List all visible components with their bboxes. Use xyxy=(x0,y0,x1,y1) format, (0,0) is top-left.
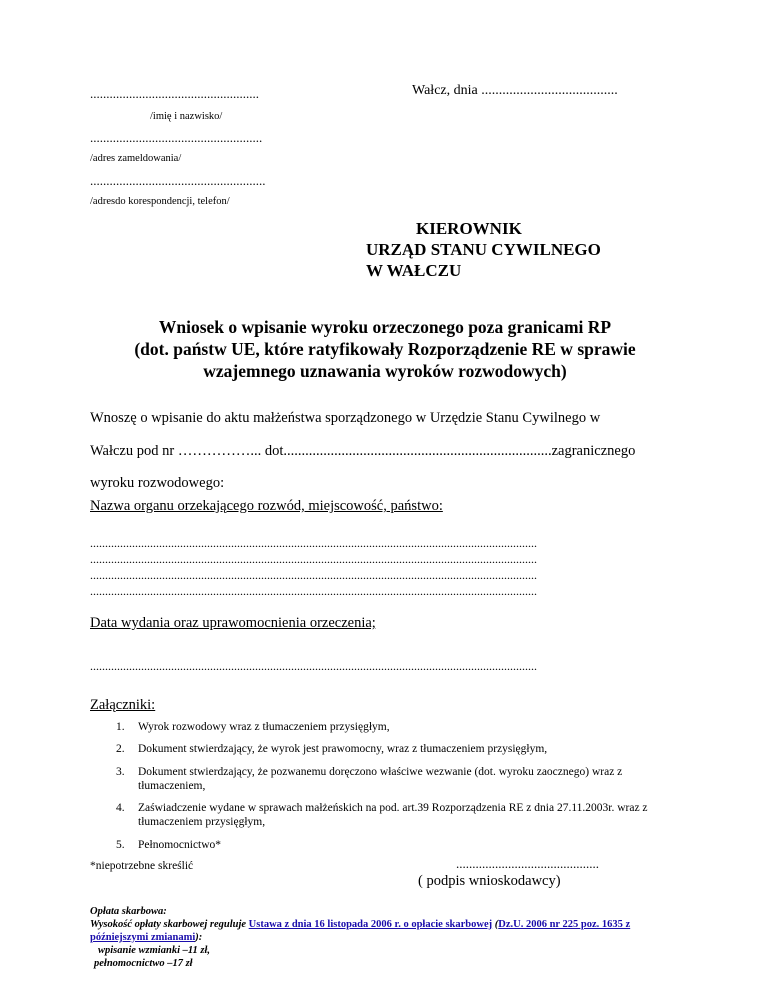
body-line-2: Wałczu pod nr ……………... dot..........................................................................zagranicznego xyxy=(90,443,636,459)
body-line-1: Wnoszę o wpisanie do aktu małżeństwa sporządzonego w Urzędzie Stanu Cywilnego w xyxy=(90,410,601,426)
organ-fill-lines xyxy=(90,535,537,599)
attachment-number: 3. xyxy=(116,766,125,778)
organ-label: Nazwa organu orzekającego rozwód, miejscowość, państwo: xyxy=(90,498,443,514)
journal-link[interactable]: Dz.U. 2006 nr 225 poz. 1635 z późniejszymi zmianami xyxy=(90,919,631,943)
title-line-1: Wniosek o wpisanie wyroku orzeczonego poza granicami RP xyxy=(158,317,612,337)
attachment-number: 4. xyxy=(116,802,125,814)
fee-item-power-of-attorney: pełnomocnictwo –17 zł xyxy=(94,958,193,969)
attachment-text: Dokument stwierdzający, że pozwanemu doręczono właściwe wezwanie (dot. wyroku zaocznego) wraz z tłumaczeniem, xyxy=(138,766,623,792)
addressee-line-1: KIEROWNIK xyxy=(416,219,522,238)
correspondence-label: /adresdo korespondencji, telefon/ xyxy=(90,196,230,207)
addressee-line-2: URZĄD STANU CYWILNEGO xyxy=(366,240,601,259)
correspondence-field-dots: ...................................................... xyxy=(90,173,266,188)
title-line-2: (dot. państw UE, które ratyfikowały Rozporządzenie RE w sprawie xyxy=(134,339,636,359)
title-line-3: wzajemnego uznawania wyroków rozwodowych) xyxy=(203,361,567,381)
document-title xyxy=(80,316,690,382)
name-field-dots: .................................................... xyxy=(90,86,259,101)
addressee-line-3: W WAŁCZU xyxy=(366,261,462,280)
address-field-dots: ..................................................... xyxy=(90,130,263,145)
attachment-number: 5. xyxy=(116,839,125,851)
signature-dots: ............................................ xyxy=(456,856,599,871)
act-link[interactable]: Ustawa z dnia 16 listopada 2006 r. o opłacie skarbowej xyxy=(248,919,493,930)
fee-prefix: Wysokość opłaty skarbowej reguluje xyxy=(90,919,249,930)
attachment-number: 2. xyxy=(116,743,125,755)
date-fill-line: ..................................................................................................................................................... xyxy=(90,659,537,673)
attachment-number: 1. xyxy=(116,721,125,733)
name-label: /imię i nazwisko/ xyxy=(150,111,223,122)
fill-line: ..................................................................................................................................................... xyxy=(90,568,537,582)
attachments-heading: Załączniki: xyxy=(90,697,156,713)
date-label: Data wydania oraz uprawomocnienia orzeczenia; xyxy=(90,615,376,631)
address-label: /adres zameldowania/ xyxy=(90,153,182,164)
place-date-field: Wałcz, dnia ....................................... xyxy=(412,83,618,98)
fee-open-paren: ( xyxy=(492,919,499,930)
fee-section xyxy=(90,905,690,970)
attachment-text: Zaświadczenie wydane w sprawach małżeńskich na pod. art.39 Rozporządzenia RE z dnia 27.11.2003r. wraz z tłumaczeniem przysięgłym, xyxy=(138,802,648,828)
signature-label: ( podpis wnioskodawcy) xyxy=(418,873,561,889)
fill-line: ..................................................................................................................................................... xyxy=(90,552,537,566)
fill-line: ..................................................................................................................................................... xyxy=(90,584,537,598)
fill-line: ..................................................................................................................................................... xyxy=(90,536,537,550)
footnote: *niepotrzebne skreślić xyxy=(90,860,194,872)
fee-item-annotation: wpisanie wzmianki –11 zł, xyxy=(98,945,211,956)
attachment-text: Wyrok rozwodowy wraz z tłumaczeniem przysięgłym, xyxy=(138,721,390,733)
attachment-text: Pełnomocnictwo* xyxy=(138,839,222,851)
fee-title: Opłata skarbowa: xyxy=(90,906,167,917)
attachment-text: Dokument stwierdzający, że wyrok jest prawomocny, wraz z tłumaczeniem przysięgłym, xyxy=(138,743,548,755)
body-line-3: wyroku rozwodowego: xyxy=(90,475,225,491)
fee-suffix: ): xyxy=(195,932,203,943)
addressee-block xyxy=(366,218,601,281)
